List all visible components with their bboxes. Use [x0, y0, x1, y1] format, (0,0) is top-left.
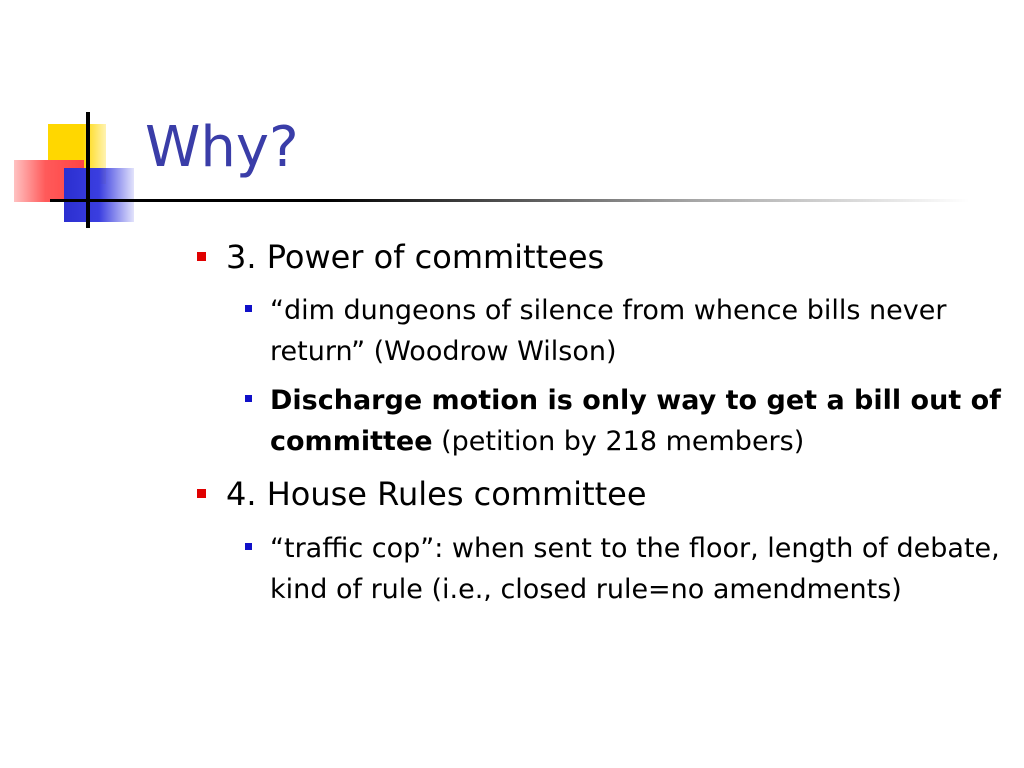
subbullet-woodrow-wilson-quote [270, 290, 1010, 372]
bullet-text: 3. Power of committees [226, 238, 605, 276]
red-square-bullet-icon [197, 252, 206, 261]
vertical-rule [86, 112, 90, 228]
bullet-house-rules-committee [226, 474, 647, 514]
bullet-power-of-committees [226, 237, 604, 277]
slide-logo-decoration [0, 0, 150, 240]
subbullet-bold-text: Discharge motion is only way to get a bill out of committee [270, 385, 1001, 457]
slide-title: Why? [145, 115, 299, 180]
red-square-bullet-icon [197, 489, 206, 498]
bullet-text: 4. House Rules committee [226, 475, 647, 513]
subbullet-discharge-motion [270, 380, 1010, 462]
blue-square-bullet-icon [245, 395, 252, 402]
blue-square-bullet-icon [245, 305, 252, 312]
subbullet-text: (petition by 218 members) [432, 426, 805, 457]
subbullet-text: “traffic cop”: when sent to the floor, length of debate, kind of rule (i.e., closed rule=no amendments) [270, 533, 1000, 605]
title-underline [50, 199, 970, 202]
blue-square-bullet-icon [245, 543, 252, 550]
subbullet-traffic-cop [270, 528, 1010, 610]
blue-square [64, 168, 134, 222]
subbullet-text: “dim dungeons of silence from whence bills never return” (Woodrow Wilson) [270, 295, 947, 367]
